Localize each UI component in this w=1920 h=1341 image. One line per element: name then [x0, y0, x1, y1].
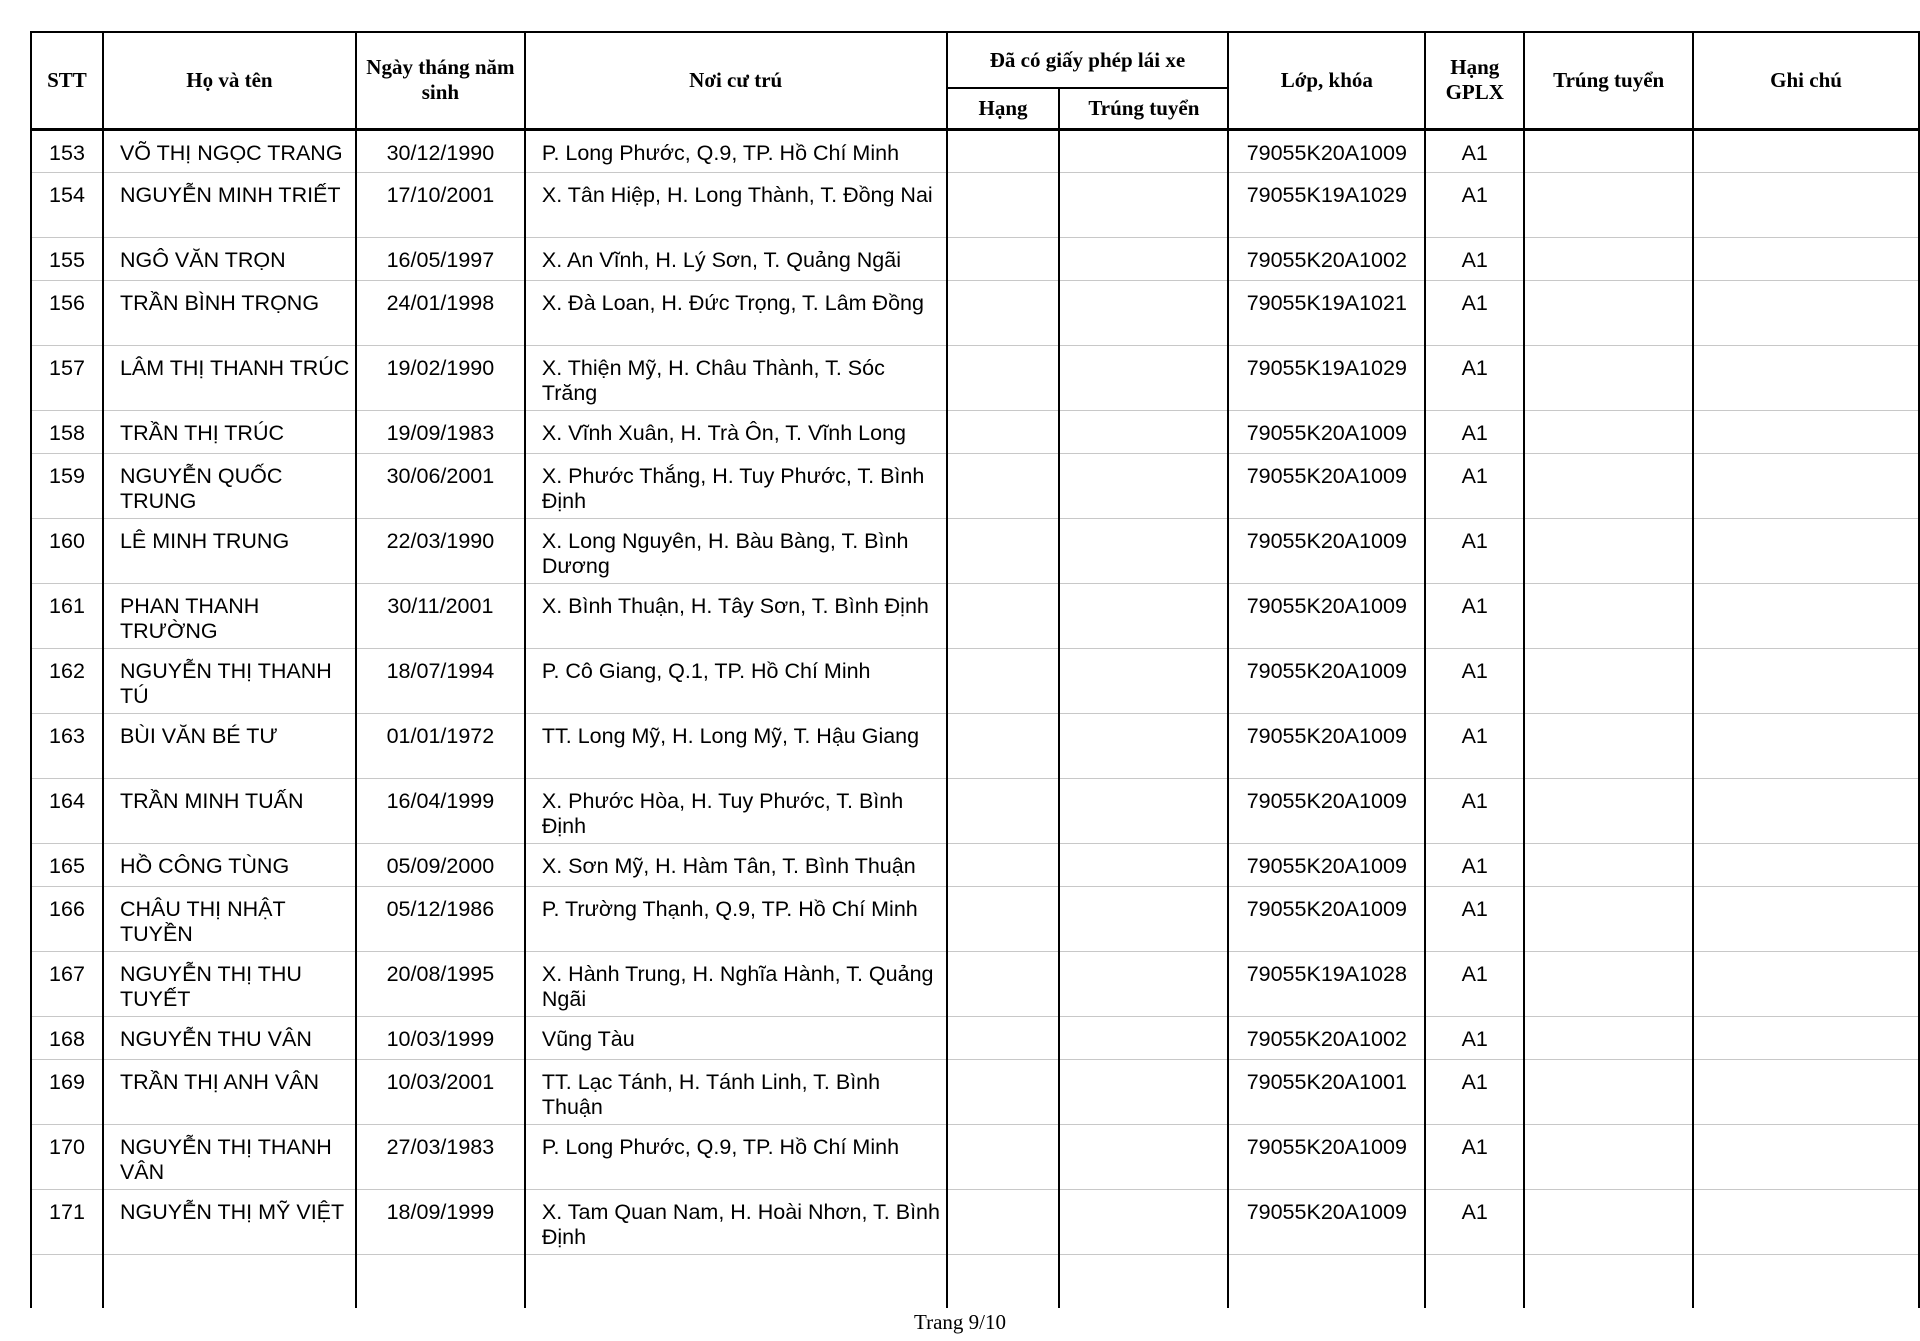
cell-license-passed — [1059, 1124, 1228, 1189]
cell-license-rank — [947, 172, 1060, 237]
cell-class: 79055K20A1009 — [1228, 518, 1425, 583]
cell-dob: 27/03/1983 — [356, 1124, 525, 1189]
cell-name: VÕ THỊ NGỌC TRANG — [103, 129, 356, 172]
cell-gplx-rank: A1 — [1425, 129, 1524, 172]
cell-gplx-rank: A1 — [1425, 518, 1524, 583]
cell-class: 79055K20A1009 — [1228, 583, 1425, 648]
cell-license-rank — [947, 518, 1060, 583]
cell-name: NGUYỄN THỊ THANH VÂN — [103, 1124, 356, 1189]
cell-license-rank — [947, 410, 1060, 453]
cell-name: LÂM THỊ THANH TRÚC — [103, 345, 356, 410]
cell-note — [1693, 129, 1919, 172]
cell-address: X. Hành Trung, H. Nghĩa Hành, T. Quảng Ngãi — [525, 951, 947, 1016]
cell-passed — [1524, 345, 1693, 410]
cell-stt: 166 — [31, 886, 103, 951]
cell-license-passed — [1059, 1189, 1228, 1254]
cell-empty — [1228, 1254, 1425, 1308]
cell-name: LÊ MINH TRUNG — [103, 518, 356, 583]
cell-passed — [1524, 713, 1693, 778]
table-row — [31, 129, 1919, 172]
table-row — [31, 886, 1919, 951]
table-row — [31, 583, 1919, 648]
table-row — [31, 410, 1919, 453]
cell-class: 79055K20A1002 — [1228, 1016, 1425, 1059]
cell-class: 79055K19A1029 — [1228, 345, 1425, 410]
cell-license-rank — [947, 886, 1060, 951]
table-row — [31, 713, 1919, 778]
cell-address: Vũng Tàu — [525, 1016, 947, 1059]
table-row — [31, 1124, 1919, 1189]
cell-license-passed — [1059, 951, 1228, 1016]
cell-class: 79055K20A1001 — [1228, 1059, 1425, 1124]
cell-note — [1693, 1124, 1919, 1189]
cell-license-passed — [1059, 345, 1228, 410]
cell-stt: 157 — [31, 345, 103, 410]
cell-note — [1693, 583, 1919, 648]
cell-passed — [1524, 237, 1693, 280]
cell-address: P. Long Phước, Q.9, TP. Hồ Chí Minh — [525, 129, 947, 172]
cell-dob: 16/05/1997 — [356, 237, 525, 280]
cell-dob: 19/09/1983 — [356, 410, 525, 453]
cell-class: 79055K20A1009 — [1228, 410, 1425, 453]
cell-note — [1693, 713, 1919, 778]
cell-address: X. Long Nguyên, H. Bàu Bàng, T. Bình Dương — [525, 518, 947, 583]
cell-passed — [1524, 843, 1693, 886]
cell-stt: 169 — [31, 1059, 103, 1124]
table-row — [31, 778, 1919, 843]
cell-license-rank — [947, 1189, 1060, 1254]
header-dob: Ngày tháng năm sinh — [356, 32, 525, 129]
cell-gplx-rank: A1 — [1425, 410, 1524, 453]
cell-license-passed — [1059, 1059, 1228, 1124]
cell-stt: 168 — [31, 1016, 103, 1059]
cell-passed — [1524, 648, 1693, 713]
cell-note — [1693, 1189, 1919, 1254]
header-class: Lớp, khóa — [1228, 32, 1425, 129]
cell-license-passed — [1059, 778, 1228, 843]
cell-name: TRẦN THỊ TRÚC — [103, 410, 356, 453]
cell-license-passed — [1059, 172, 1228, 237]
cell-address: X. Đà Loan, H. Đức Trọng, T. Lâm Đồng — [525, 280, 947, 345]
cell-gplx-rank: A1 — [1425, 648, 1524, 713]
cell-gplx-rank: A1 — [1425, 1016, 1524, 1059]
cell-class: 79055K20A1009 — [1228, 648, 1425, 713]
cell-empty — [103, 1254, 356, 1308]
cell-empty — [525, 1254, 947, 1308]
cell-license-rank — [947, 951, 1060, 1016]
cell-class: 79055K19A1029 — [1228, 172, 1425, 237]
cell-gplx-rank: A1 — [1425, 453, 1524, 518]
cell-empty — [31, 1254, 103, 1308]
cell-dob: 10/03/1999 — [356, 1016, 525, 1059]
cell-passed — [1524, 172, 1693, 237]
cell-passed — [1524, 583, 1693, 648]
cell-gplx-rank: A1 — [1425, 778, 1524, 843]
cell-dob: 19/02/1990 — [356, 345, 525, 410]
cell-passed — [1524, 951, 1693, 1016]
cell-gplx-rank: A1 — [1425, 172, 1524, 237]
cell-license-rank — [947, 1124, 1060, 1189]
cell-license-passed — [1059, 237, 1228, 280]
cell-license-rank — [947, 1059, 1060, 1124]
cell-name: NGUYỄN THỊ THU TUYẾT — [103, 951, 356, 1016]
header-license-rank: Hạng — [947, 88, 1060, 129]
cell-class: 79055K20A1009 — [1228, 129, 1425, 172]
cell-class: 79055K20A1009 — [1228, 1124, 1425, 1189]
cell-class: 79055K19A1021 — [1228, 280, 1425, 345]
header-stt: STT — [31, 32, 103, 129]
header-license-group: Đã có giấy phép lái xe — [947, 32, 1229, 88]
cell-class: 79055K20A1009 — [1228, 1189, 1425, 1254]
cell-passed — [1524, 410, 1693, 453]
table-row — [31, 172, 1919, 237]
cell-note — [1693, 453, 1919, 518]
cell-license-passed — [1059, 518, 1228, 583]
cell-gplx-rank: A1 — [1425, 886, 1524, 951]
cell-passed — [1524, 518, 1693, 583]
cell-license-passed — [1059, 280, 1228, 345]
cell-name: NGUYỄN QUỐC TRUNG — [103, 453, 356, 518]
cell-empty — [1693, 1254, 1919, 1308]
candidate-table — [30, 31, 1920, 1308]
cell-stt: 171 — [31, 1189, 103, 1254]
cell-license-rank — [947, 237, 1060, 280]
table-header — [31, 32, 1919, 129]
cell-dob: 30/12/1990 — [356, 129, 525, 172]
table-row — [31, 1059, 1919, 1124]
cell-name: CHÂU THỊ NHẬT TUYỀN — [103, 886, 356, 951]
cell-note — [1693, 410, 1919, 453]
cell-name: NGÔ VĂN TRỌN — [103, 237, 356, 280]
cell-name: NGUYỄN THỊ THANH TÚ — [103, 648, 356, 713]
header-note: Ghi chú — [1693, 32, 1919, 129]
cell-dob: 17/10/2001 — [356, 172, 525, 237]
cell-stt: 159 — [31, 453, 103, 518]
cell-address: X. Phước Thắng, H. Tuy Phước, T. Bình Định — [525, 453, 947, 518]
cell-license-passed — [1059, 129, 1228, 172]
cell-passed — [1524, 1124, 1693, 1189]
cell-name: NGUYỄN THỊ MỸ VIỆT — [103, 1189, 356, 1254]
cell-license-rank — [947, 453, 1060, 518]
cell-gplx-rank: A1 — [1425, 843, 1524, 886]
cell-class: 79055K20A1009 — [1228, 713, 1425, 778]
table-row — [31, 237, 1919, 280]
cell-note — [1693, 886, 1919, 951]
cell-passed — [1524, 1189, 1693, 1254]
cell-license-rank — [947, 713, 1060, 778]
cell-dob: 18/07/1994 — [356, 648, 525, 713]
cell-dob: 30/06/2001 — [356, 453, 525, 518]
cell-address: X. Sơn Mỹ, H. Hàm Tân, T. Bình Thuận — [525, 843, 947, 886]
cell-name: TRẦN THỊ ANH VÂN — [103, 1059, 356, 1124]
cell-note — [1693, 280, 1919, 345]
cell-stt: 161 — [31, 583, 103, 648]
cell-license-passed — [1059, 648, 1228, 713]
page-number: Trang 9/10 — [914, 1310, 1006, 1334]
cell-passed — [1524, 280, 1693, 345]
cell-name: NGUYỄN MINH TRIẾT — [103, 172, 356, 237]
cell-stt: 154 — [31, 172, 103, 237]
cell-class: 79055K20A1009 — [1228, 778, 1425, 843]
cell-dob: 05/12/1986 — [356, 886, 525, 951]
cell-stt: 164 — [31, 778, 103, 843]
cell-address: P. Cô Giang, Q.1, TP. Hồ Chí Minh — [525, 648, 947, 713]
cell-gplx-rank: A1 — [1425, 1124, 1524, 1189]
cell-class: 79055K19A1028 — [1228, 951, 1425, 1016]
table-row — [31, 453, 1919, 518]
cell-name: BÙI VĂN BÉ TƯ — [103, 713, 356, 778]
cell-dob: 20/08/1995 — [356, 951, 525, 1016]
cell-address: X. An Vĩnh, H. Lý Sơn, T. Quảng Ngãi — [525, 237, 947, 280]
cell-class: 79055K20A1009 — [1228, 886, 1425, 951]
table-body — [31, 129, 1919, 1308]
cell-passed — [1524, 778, 1693, 843]
cell-note — [1693, 345, 1919, 410]
cell-stt: 156 — [31, 280, 103, 345]
cell-passed — [1524, 129, 1693, 172]
cell-note — [1693, 648, 1919, 713]
cell-stt: 153 — [31, 129, 103, 172]
cell-stt: 163 — [31, 713, 103, 778]
cell-empty — [947, 1254, 1060, 1308]
cell-empty — [1059, 1254, 1228, 1308]
cell-license-passed — [1059, 410, 1228, 453]
cell-license-passed — [1059, 843, 1228, 886]
header-passed: Trúng tuyển — [1524, 32, 1693, 129]
cell-address: P. Trường Thạnh, Q.9, TP. Hồ Chí Minh — [525, 886, 947, 951]
table-row — [31, 1016, 1919, 1059]
cell-note — [1693, 172, 1919, 237]
cell-gplx-rank: A1 — [1425, 237, 1524, 280]
table-row — [31, 951, 1919, 1016]
table-row — [31, 280, 1919, 345]
cell-empty — [1425, 1254, 1524, 1308]
cell-note — [1693, 843, 1919, 886]
cell-name: NGUYỄN THU VÂN — [103, 1016, 356, 1059]
cell-license-rank — [947, 648, 1060, 713]
cell-dob: 18/09/1999 — [356, 1189, 525, 1254]
cell-address: X. Tam Quan Nam, H. Hoài Nhơn, T. Bình Định — [525, 1189, 947, 1254]
table-row — [31, 1189, 1919, 1254]
cell-class: 79055K20A1009 — [1228, 843, 1425, 886]
cell-gplx-rank: A1 — [1425, 713, 1524, 778]
header-name: Họ và tên — [103, 32, 356, 129]
cell-stt: 170 — [31, 1124, 103, 1189]
cell-dob: 24/01/1998 — [356, 280, 525, 345]
cell-note — [1693, 951, 1919, 1016]
cell-address: TT. Long Mỹ, H. Long Mỹ, T. Hậu Giang — [525, 713, 947, 778]
header-gplx-rank: Hạng GPLX — [1425, 32, 1524, 129]
cell-stt: 158 — [31, 410, 103, 453]
cell-stt: 160 — [31, 518, 103, 583]
cell-gplx-rank: A1 — [1425, 345, 1524, 410]
cell-dob: 10/03/2001 — [356, 1059, 525, 1124]
cell-gplx-rank: A1 — [1425, 1189, 1524, 1254]
cell-address: X. Thiện Mỹ, H. Châu Thành, T. Sóc Trăng — [525, 345, 947, 410]
cell-license-rank — [947, 843, 1060, 886]
cell-note — [1693, 1059, 1919, 1124]
cell-gplx-rank: A1 — [1425, 1059, 1524, 1124]
cell-class: 79055K20A1009 — [1228, 453, 1425, 518]
table-row — [31, 648, 1919, 713]
cell-empty — [356, 1254, 525, 1308]
cell-passed — [1524, 1016, 1693, 1059]
cell-passed — [1524, 886, 1693, 951]
cell-name: TRẦN MINH TUẤN — [103, 778, 356, 843]
cell-license-rank — [947, 345, 1060, 410]
cell-stt: 165 — [31, 843, 103, 886]
cell-gplx-rank: A1 — [1425, 280, 1524, 345]
table-row — [31, 518, 1919, 583]
cell-license-rank — [947, 280, 1060, 345]
table-row — [31, 843, 1919, 886]
cell-license-passed — [1059, 583, 1228, 648]
cell-stt: 155 — [31, 237, 103, 280]
cell-note — [1693, 518, 1919, 583]
table-row-empty — [31, 1254, 1919, 1308]
cell-address: X. Vĩnh Xuân, H. Trà Ôn, T. Vĩnh Long — [525, 410, 947, 453]
cell-dob: 01/01/1972 — [356, 713, 525, 778]
cell-name: PHAN THANH TRƯỜNG — [103, 583, 356, 648]
cell-address: X. Tân Hiệp, H. Long Thành, T. Đồng Nai — [525, 172, 947, 237]
cell-empty — [1524, 1254, 1693, 1308]
header-address: Nơi cư trú — [525, 32, 947, 129]
cell-note — [1693, 237, 1919, 280]
cell-class: 79055K20A1002 — [1228, 237, 1425, 280]
cell-gplx-rank: A1 — [1425, 951, 1524, 1016]
cell-dob: 16/04/1999 — [356, 778, 525, 843]
cell-dob: 05/09/2000 — [356, 843, 525, 886]
cell-license-passed — [1059, 713, 1228, 778]
cell-license-rank — [947, 778, 1060, 843]
cell-dob: 22/03/1990 — [356, 518, 525, 583]
cell-license-rank — [947, 129, 1060, 172]
cell-note — [1693, 1016, 1919, 1059]
cell-address: P. Long Phước, Q.9, TP. Hồ Chí Minh — [525, 1124, 947, 1189]
cell-address: TT. Lạc Tánh, H. Tánh Linh, T. Bình Thuận — [525, 1059, 947, 1124]
cell-license-passed — [1059, 886, 1228, 951]
cell-license-rank — [947, 583, 1060, 648]
cell-name: HỒ CÔNG TÙNG — [103, 843, 356, 886]
cell-note — [1693, 778, 1919, 843]
cell-passed — [1524, 1059, 1693, 1124]
cell-stt: 162 — [31, 648, 103, 713]
header-license-passed: Trúng tuyển — [1059, 88, 1228, 129]
cell-dob: 30/11/2001 — [356, 583, 525, 648]
cell-passed — [1524, 453, 1693, 518]
cell-address: X. Phước Hòa, H. Tuy Phước, T. Bình Định — [525, 778, 947, 843]
cell-license-passed — [1059, 1016, 1228, 1059]
cell-gplx-rank: A1 — [1425, 583, 1524, 648]
cell-license-rank — [947, 1016, 1060, 1059]
table-row — [31, 345, 1919, 410]
cell-name: TRẦN BÌNH TRỌNG — [103, 280, 356, 345]
cell-stt: 167 — [31, 951, 103, 1016]
cell-license-passed — [1059, 453, 1228, 518]
cell-address: X. Bình Thuận, H. Tây Sơn, T. Bình Định — [525, 583, 947, 648]
